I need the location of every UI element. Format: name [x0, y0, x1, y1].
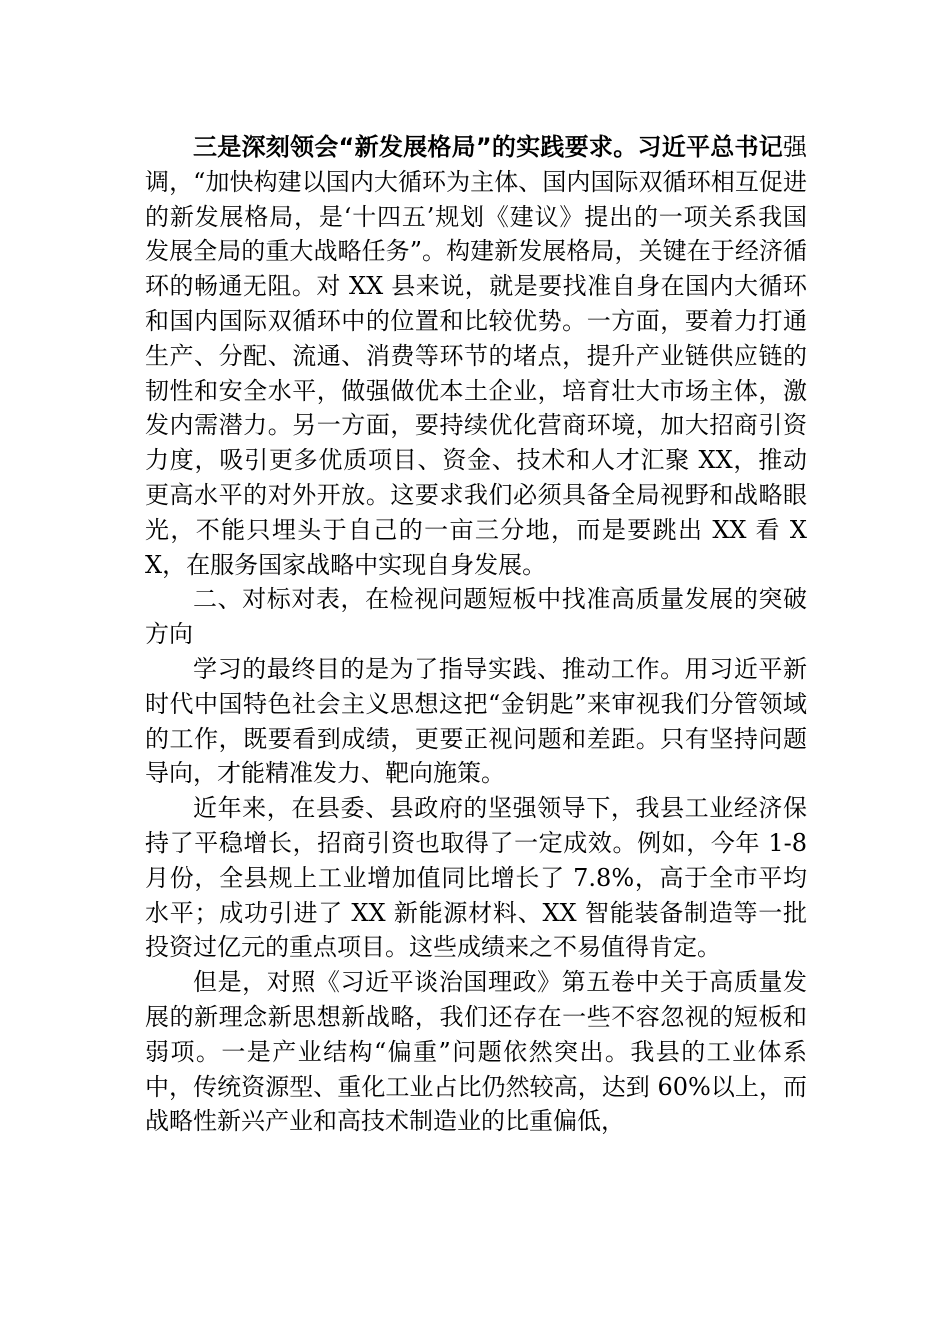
paragraph-achievements: 近年来，在县委、县政府的坚强领导下，我县工业经济保持了平稳增长，招商引资也取得了一定成效。例如，今年 1-8 月份，全县规上工业增加值同比增长了 7.8%，高于全市平均水平；成功引进了 XX 新能源材料、XX 智能装备制造等一批投资过亿元的重点项目。这些成绩来之不易值得肯定。 — [145, 794, 807, 962]
section-heading-two: 二、对标对表，在检视问题短板中找准高质量发展的突破方向 — [145, 585, 807, 649]
paragraph-text: 强调，“加快构建以国内大循环为主体、国内国际双循环相互促进的新发展格局，是‘十四五’规划《建议》提出的一项关系我国发展全局的重大战略任务”。构建新发展格局，关键在于经济循环的畅通无阻。对 XX 县来说，就是要找准自身在国内大循环和国内国际双循环中的位置和比较优势。一方面，要着力打通生产、分配、流通、消费等环节的堵点，提升产业链供应链的韧性和安全水平，做强做优本土企业，培育壮大市场主体，激发内需潜力。另一方面，要持续优化营商环境，加大招商引资力度，吸引更多优质项目、资金、技术和人才汇聚 XX，推动更高水平的对外开放。这要求我们必须具备全局视野和战略眼光，不能只埋头于自己的一亩三分地，而是要跳出 XX 看 XX，在服务国家战略中实现自身发展。 — [145, 133, 807, 579]
paragraph-bold-lead: 三是深刻领会“新发展格局”的实践要求。习近平总书记 — [193, 133, 783, 161]
paragraph-learning-purpose: 学习的最终目的是为了指导实践、推动工作。用习近平新时代中国特色社会主义思想这把“金钥匙”来审视我们分管领域的工作，既要看到成绩，更要正视问题和差距。只有坚持问题导向，才能精准发力、靶向施策。 — [145, 654, 807, 788]
paragraph-new-development-pattern — [145, 130, 807, 582]
document-body — [145, 130, 807, 1139]
paragraph-shortcomings: 但是，对照《习近平谈治国理政》第五卷中关于高质量发展的新理念新思想新战略，我们还存在一些不容忽视的短板和弱项。一是产业结构“偏重”问题依然突出。我县的工业体系中，传统资源型、重化工业占比仍然较高，达到 60%以上，而战略性新兴产业和高技术制造业的比重偏低， — [145, 968, 807, 1136]
